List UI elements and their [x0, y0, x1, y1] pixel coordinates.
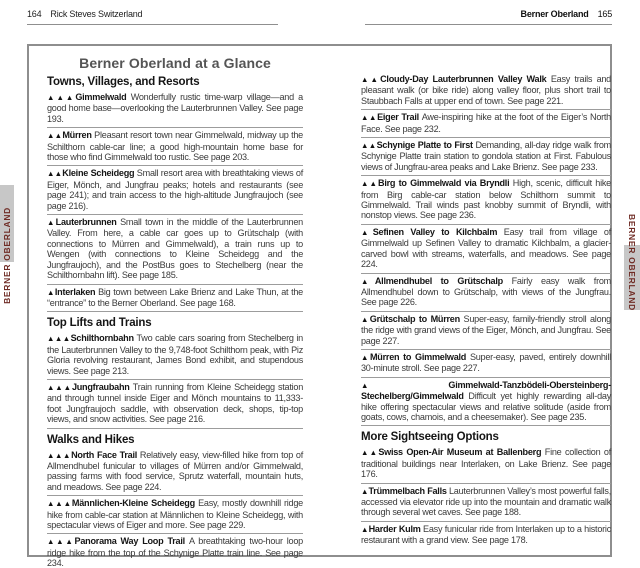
- section-heading: Walks and Hikes: [47, 433, 135, 446]
- glance-entry: [361, 138, 611, 176]
- entry-text: ▲Interlaken Big town between Lake Brienz and Lake Thun, at the “entrance” to the Berner Oberland. See page 168.: [47, 286, 303, 308]
- header-rule-left: [27, 24, 278, 25]
- rating-triangles-icon: ▲▲: [361, 179, 379, 189]
- glance-entry: [361, 522, 611, 549]
- entry-name: Männlichen-Kleine Scheidegg: [71, 498, 199, 509]
- glance-entry: [47, 215, 303, 284]
- entry-text: ▲Lauterbrunnen Small town in the middle of the Lauterbrunnen Valley. From here, a cable car goes up to Grütschalp (with connections to Mürren and Gimmelwald), a train runs up to Wengen (with connections to Kleine Scheidegg and the Jungfraujoch), and the PostBus goes to Stechelberg (near the Schilthornbahn lift). See page 185.: [47, 217, 303, 281]
- entry-name: Cloudy-Day Lauterbrunnen Valley Walk: [380, 74, 551, 84]
- entry-name: Sefinen Valley to Kilchbalm: [372, 226, 504, 237]
- entry-text: ▲▲Schynige Platte to First Demanding, all-day ridge walk from Schynige Platte train station to gondola station at First. Fabulous views of Jungfrau-area peaks and Lake Brienz. See page 233.: [361, 140, 612, 172]
- entry-text: ▲▲▲Schilthornbahn Two cable cars soaring from Stechelberg in the Lauterbrunnen Valley to the 9,748-foot Schilthorn peak, with Piz Gloria revolving restaurant, James Bond exhibit, and stupendous views. See page 213.: [47, 333, 303, 376]
- rating-triangles-icon: ▲▲: [361, 448, 379, 458]
- entry-text: ▲Sefinen Valley to Kilchbalm Easy trail from village of Gimmelwald up Sefinen Valley to dramatic Kilchbalm, a glacier-carved bowl with streams, waterfalls, and meadows. See page 224.: [361, 226, 612, 270]
- chapter-title: Berner Oberland: [520, 9, 589, 19]
- entry-name: Swiss Open-Air Museum at Ballenberg: [378, 447, 545, 458]
- entry-text: ▲▲▲Panorama Way Loop Trail A breathtaking two-hour loop ridge hike from the top of the Schynige Platte train line. See page 234.: [47, 536, 303, 568]
- rating-triangles-icon: ▲▲: [361, 113, 378, 123]
- entry-text: ▲▲Mürren Pleasant resort town near Gimmelwald, midway up the Schilthorn cable-car line; a good high-mountain home base for those who find Gimmelwald too rustic. See page 203.: [47, 130, 303, 163]
- header-rule-right: [365, 24, 612, 25]
- glance-entry: [361, 312, 611, 350]
- glance-entry: [361, 274, 611, 312]
- entry-text: ▲Grütschalp to Mürren Super-easy, family-friendly stroll along the ridge with grand views of the Eiger, Mönch, and Jungfrau. See page 227.: [361, 313, 611, 346]
- rating-triangles-icon: ▲▲▲: [47, 537, 75, 547]
- section-heading: More Sightseeing Options: [361, 431, 499, 444]
- glance-column-left: [47, 55, 303, 568]
- rating-triangles-icon: ▲: [361, 524, 369, 534]
- rating-triangles-icon: ▲▲: [47, 131, 63, 141]
- glance-entry: [47, 496, 303, 534]
- glance-entry: [47, 380, 303, 429]
- glance-section: [361, 72, 611, 426]
- entry-name: Interlaken: [54, 286, 99, 297]
- running-header-left: [27, 9, 142, 19]
- rating-triangles-icon: ▲▲▲: [47, 334, 71, 344]
- entry-name: Lauterbrunnen: [55, 217, 121, 228]
- glance-entry: [361, 378, 611, 427]
- glance-entry: [361, 110, 611, 138]
- glance-entry: [361, 445, 611, 483]
- entry-text: ▲Gimmelwald-Tanzbödeli-Obersteinberg-Stechelberg/Gimmelwald Difficult yet highly rewarding all-day hike offering spectacular views and relative solitude (aside from goats, cows, chamois, and a cheesemaker). See page 235.: [361, 379, 611, 422]
- rating-triangles-icon: ▲: [361, 276, 375, 286]
- glance-box: [27, 44, 612, 568]
- section-heading: Towns, Villages, and Resorts: [47, 76, 200, 88]
- glance-entry: [47, 166, 303, 215]
- section-heading: Top Lifts and Trains: [47, 317, 152, 330]
- rating-triangles-icon: ▲: [361, 352, 370, 362]
- glance-sections-right: [361, 72, 611, 549]
- rating-triangles-icon: ▲: [47, 287, 55, 297]
- entry-name: Grütschalp to Mürren: [369, 313, 464, 324]
- entry-text: ▲▲Cloudy-Day Lauterbrunnen Valley Walk Easy trails and pleasant walk (or bike ride) along valley floor, plus short trail to Staubbach Falls at upper end of town. See page 221.: [361, 74, 611, 106]
- entry-text: ▲▲▲Jungfraubahn Train running from Kleine Scheidegg station and through tunnel inside Eiger and Mönch mountains to 11,333-foot Jungfraujoch saddle, with observation deck, shops, tip-top views, and snow activities. See page 216.: [47, 381, 303, 425]
- entry-text: ▲▲▲North Face Trail Relatively easy, view-filled hike from top of Allmendhubel funicular to villages of Mürren and/or Gimmelwald, passing farms with food service, Sprutz waterfall, mountain huts, and meadows. See page 224.: [47, 449, 303, 492]
- book-title: Rick Steves Switzerland: [50, 9, 143, 19]
- rating-triangles-icon: ▲▲: [47, 169, 63, 179]
- glance-entry: [47, 90, 303, 128]
- page-number-left: 164: [27, 9, 42, 19]
- chapter-tab-label-left: BERNER OBERLAND: [2, 207, 12, 304]
- entry-text: ▲▲Kleine Scheidegg Small resort area with breathtaking views of Eiger, Mönch, and Jungfrau peaks; hotels and restaurants (see page 241); and train access to the high-altitude Jungfraujoch (see page 216).: [47, 168, 303, 211]
- entry-text: ▲▲Birg to Gimmelwald via Bryndli High, scenic, difficult hike from Birg cable-car station below Schilthorn summit to Gimmelwald. Trail winds past knobby summit of Bryndli, with nonstop views. See page 236.: [361, 178, 611, 221]
- rating-triangles-icon: ▲: [361, 314, 370, 324]
- page-number-right: 165: [597, 9, 612, 19]
- glance-entry: [361, 176, 611, 225]
- glance-section: [47, 317, 303, 428]
- entry-text: ▲Mürren to Gimmelwald Super-easy, paved, entirely downhill 30-minute stroll. See page 227.: [361, 351, 611, 374]
- rating-triangles-icon: ▲: [361, 227, 373, 237]
- entry-name: Kleine Scheidegg: [62, 168, 137, 179]
- entry-name: Gimmelwald-Tanzbödeli-Obersteinberg-Stechelberg/Gimmelwald: [361, 379, 611, 402]
- entry-text: ▲▲Swiss Open-Air Museum at Ballenberg Fine collection of traditional buildings near Interlaken, on Lake Brienz. See page 176.: [361, 447, 611, 480]
- glance-title: Berner Oberland at a Glance: [79, 55, 271, 71]
- glance-entry: [47, 331, 303, 380]
- entry-text: ▲▲▲Männlichen-Kleine Scheidegg Easy, mostly downhill ridge hike from cable-car station at Männlichen to Kleine Scheidegg, with spectacular views of Eiger and more. See page 229.: [47, 498, 303, 530]
- glance-entry: [47, 534, 303, 568]
- entry-name: Allmendhubel to Grütschalp: [374, 275, 512, 286]
- glance-entry: [361, 350, 611, 378]
- glance-entry: [47, 448, 303, 497]
- rating-triangles-icon: ▲▲▲: [47, 499, 72, 509]
- glance-entry: [361, 484, 611, 522]
- entry-text: ▲Harder Kulm Easy funicular ride from Interlaken up to a historic restaurant with a grand view. See page 178.: [361, 523, 611, 546]
- glance-entry: [47, 128, 303, 166]
- rating-triangles-icon: ▲▲: [361, 141, 377, 151]
- chapter-tab-label-right: BERNER OBERLAND: [627, 214, 637, 311]
- rating-triangles-icon: ▲: [361, 380, 449, 390]
- rating-triangles-icon: ▲▲: [361, 75, 381, 84]
- entry-name: North Face Trail: [71, 449, 140, 460]
- entry-name: Schynige Platte to First: [376, 140, 476, 151]
- glance-section: [47, 434, 303, 568]
- entry-name: Gimmelwald: [75, 92, 131, 102]
- glance-column-right: [361, 72, 611, 549]
- entry-name: Trümmelbach Falls: [368, 485, 449, 496]
- entry-name: Mürren: [62, 130, 95, 141]
- entry-text: ▲▲▲Gimmelwald Wonderfully rustic time-warp village—and a good home base—overlooking the Lauterbrunnen Valley. See page 193.: [47, 92, 303, 124]
- glance-sections-left: [47, 76, 303, 568]
- running-header-right: [521, 9, 612, 19]
- rating-triangles-icon: ▲▲▲: [47, 93, 76, 102]
- rating-triangles-icon: ▲▲▲: [47, 450, 72, 460]
- glance-entry: [361, 225, 611, 274]
- glance-entry: [361, 72, 611, 110]
- entry-name: Harder Kulm: [368, 523, 424, 534]
- entry-name: Jungfraubahn: [71, 381, 133, 392]
- entry-text: ▲▲Eiger Trail Awe-inspiring hike at the foot of the Eiger’s North Face. See page 232.: [361, 112, 611, 134]
- entry-name: Birg to Gimmelwald via Bryndli: [378, 178, 513, 189]
- entry-text: ▲Allmendhubel to Grütschalp Fairly easy walk from Allmendhubel down to Grütschalp, with views of the Jungfrau. See page 226.: [361, 275, 611, 308]
- rating-triangles-icon: ▲▲▲: [47, 382, 72, 392]
- entry-name: Mürren to Gimmelwald: [369, 351, 470, 362]
- entry-name: Eiger Trail: [377, 112, 422, 123]
- entry-name: Schilthornbahn: [70, 333, 137, 344]
- entry-name: Panorama Way Loop Trail: [74, 536, 189, 547]
- rating-triangles-icon: ▲: [361, 486, 369, 496]
- entry-text: ▲Trümmelbach Falls Lauterbrunnen Valley’s most powerful falls, accessed via elevator ride up into the mountain and dramatic walk through several wet caves. See page 188.: [361, 485, 611, 518]
- rating-triangles-icon: ▲: [47, 218, 56, 228]
- glance-entry: [47, 285, 303, 313]
- glance-section: [47, 76, 303, 312]
- glance-section: [361, 431, 611, 548]
